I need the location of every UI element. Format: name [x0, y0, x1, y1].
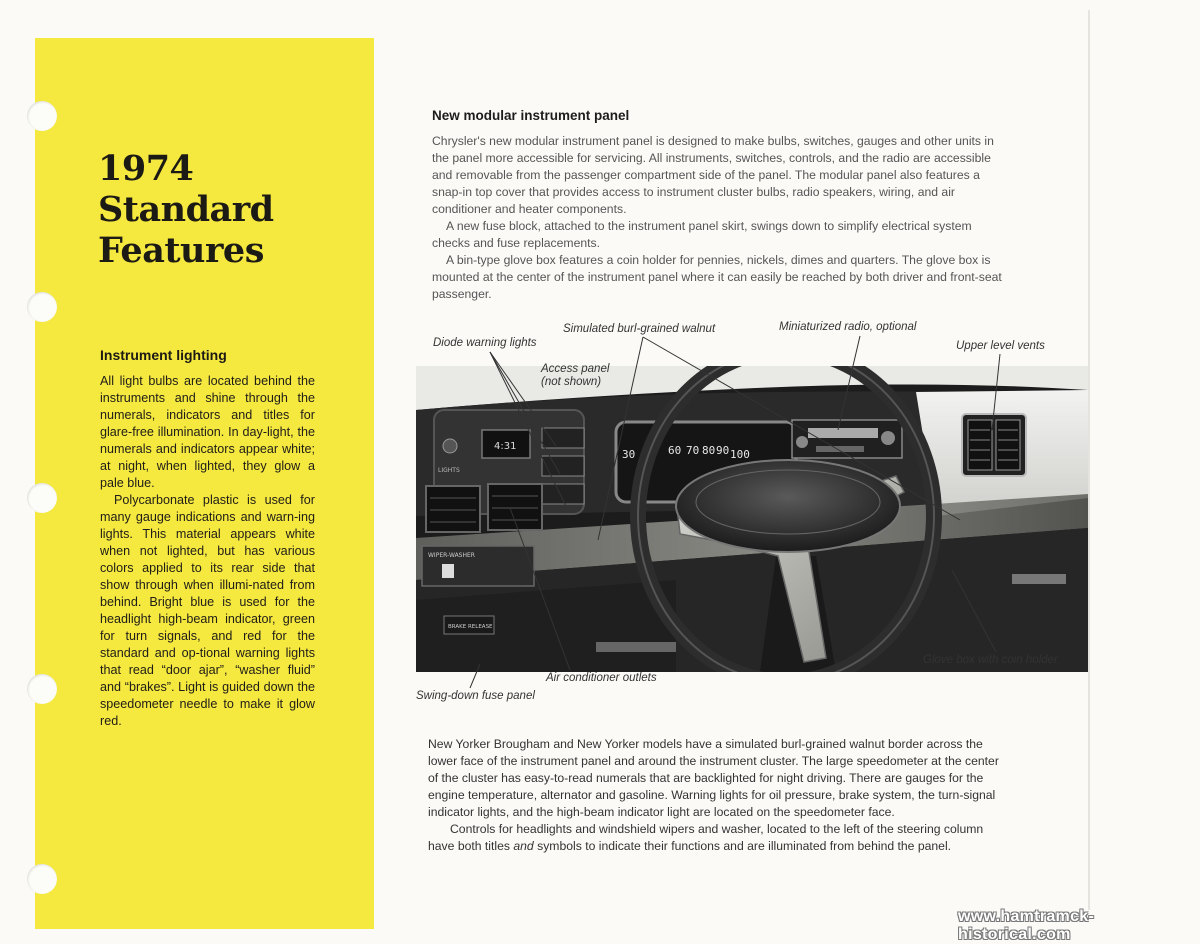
title-line-features: Features [98, 230, 264, 271]
callout-simulated-walnut: Simulated burl-grained walnut [563, 323, 716, 335]
controls-text-end: symbols to indicate their functions and are illuminated from behind the panel. [533, 839, 952, 853]
dashboard-illustration [416, 366, 1088, 672]
modular-panel-paragraph: Chrysler's new modular instrument panel is designed to make bulbs, switches, gauges and other units in the panel more accessible for servicing. All instruments, switches, controls, and the radio are accessible and removable from the passenger compartment side of the panel. The modular panel also features a snap-in top cover that provides access to instrument cluster bulbs, radio speakers, wiring, and air conditioner and heater components. [432, 134, 994, 216]
instrument-lighting-heading: Instrument lighting [100, 347, 227, 363]
callout-fuse-panel: Swing-down fuse panel [416, 690, 535, 702]
lights-switch-label: LIGHTS [438, 467, 460, 474]
callout-glove-box: Glove box with coin holder [923, 654, 1058, 666]
speedo-numeral: 100 [730, 448, 750, 461]
callout-ac-outlets: Air conditioner outlets [546, 672, 657, 684]
callout-access-panel [541, 363, 609, 389]
clock-readout: 4:31 [494, 441, 517, 452]
modular-panel-paragraph: A new fuse block, attached to the instrument panel skirt, swings down to simplify electrical system checks and fuse replacements. [432, 219, 972, 250]
punch-hole [27, 674, 57, 704]
modular-panel-heading: New modular instrument panel [432, 108, 630, 123]
controls-text-emphasis: and [513, 839, 534, 853]
punch-hole [27, 292, 57, 322]
lower-paragraph: New Yorker Brougham and New Yorker models have a simulated burl-grained walnut border across the lower face of the instrument panel and around the instrument cluster. The large speedometer at the center of the cluster has easy-to-read numerals that are backlighted for night driving. There are gauges for the engine temperature, alternator and gasoline. Warning lights for oil pressure, brake system, the turn-signal indicator lights, and the high-beam indicator light are located on the speedometer face. [428, 737, 999, 819]
callout-diode-warning-lights: Diode warning lights [433, 337, 537, 349]
punch-hole [27, 101, 57, 131]
speedo-numeral: 80 [702, 444, 716, 457]
dashboard-photo [416, 366, 1088, 672]
instrument-lighting-paragraph: All light bulbs are located behind the instruments and shine through the numerals, indicators and titles for glare-free illumination. In day-light, the numerals and indicators appear white; at night, when lighted, they glow a pale blue. [100, 374, 315, 490]
title-line-standard: Standard [98, 189, 274, 230]
website-watermark: www.hamtramck-historical.com [958, 908, 1095, 943]
instrument-lighting-text [100, 373, 315, 730]
modular-panel-text [432, 133, 1007, 303]
brake-release-label: BRAKE RELEASE [448, 624, 493, 630]
speedo-numeral: 70 [686, 444, 700, 457]
speedo-numeral: 30 [622, 448, 636, 461]
controls-text-start: Controls for headlights and windshield wipers and washer, located to the left of the steering column have both titles [428, 822, 984, 853]
speedo-numeral: 60 [668, 444, 682, 457]
lower-body-text [428, 736, 1003, 855]
callout-upper-level-vents: Upper level vents [956, 340, 1045, 352]
callout-miniaturized-radio: Miniaturized radio, optional [779, 321, 917, 333]
punch-hole [27, 864, 57, 894]
page-title [98, 148, 274, 271]
page-edge [1088, 10, 1090, 910]
wiper-washer-label: WIPER-WASHER [428, 552, 475, 559]
callout-access-panel-line: (not shown) [541, 376, 602, 388]
instrument-lighting-paragraph: Polycarbonate plastic is used for many gauge indications and warn-ing lights. This material appears white when not lighted, but has various colors applied to its rear side that show through when illumi-nated from behind. Bright blue is used for the headlight high-beam indicator, green for turn signals, and red for the standard and op-tional warning lights that read “door ajar”, “washer fluid” and “brakes”. Light is guided down the speedometer needle to make it glow red. [100, 493, 315, 728]
callout-access-panel-line: Access panel [541, 363, 610, 375]
speedo-numeral: 90 [716, 444, 730, 457]
title-line-year: 1974 [98, 148, 194, 189]
modular-panel-paragraph: A bin-type glove box features a coin holder for pennies, nickels, dimes and quarters. The glove box is mounted at the center of the instrument panel where it can easily be reached by both driver and front-seat passenger. [432, 253, 1002, 301]
punch-hole [27, 483, 57, 513]
controls-paragraph [428, 821, 1003, 855]
